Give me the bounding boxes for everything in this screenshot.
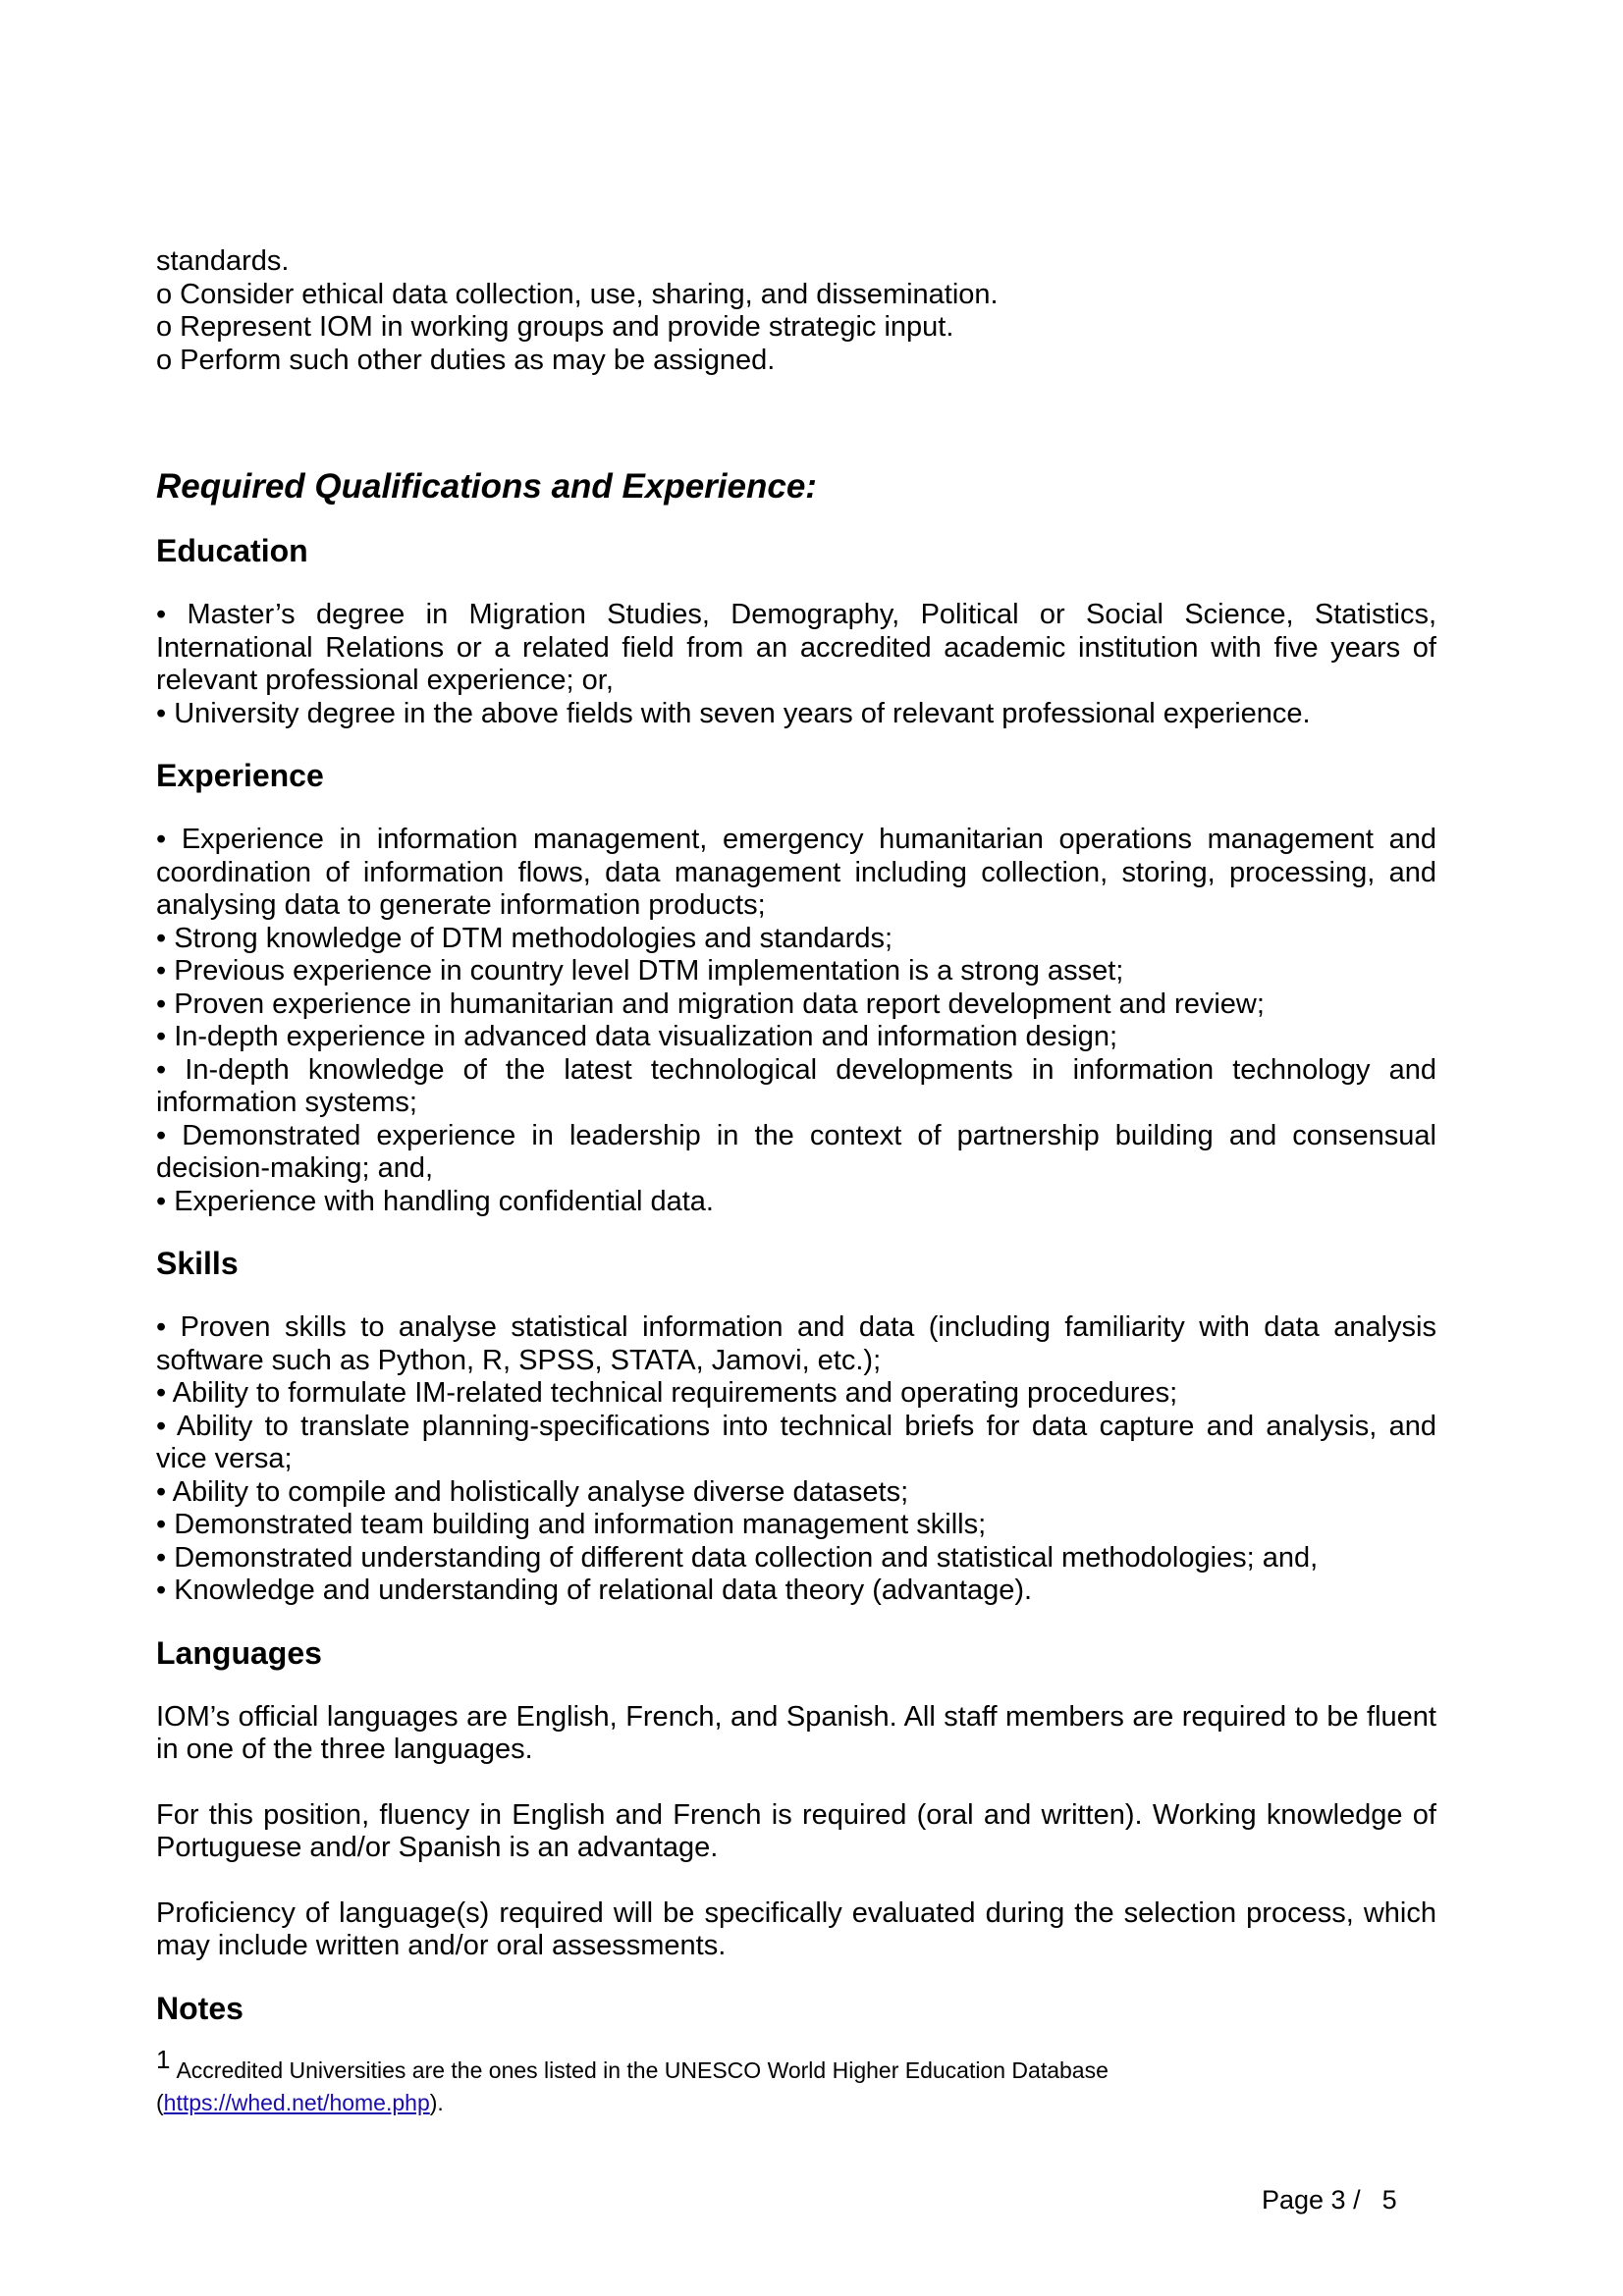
footnote — [156, 2044, 1436, 2119]
education-list — [156, 599, 1436, 730]
list-item: • Ability to compile and holistically analyse diverse datasets; — [156, 1475, 909, 1508]
document-page — [156, 245, 1436, 2119]
languages-text — [156, 1701, 1436, 1963]
experience-list — [156, 824, 1436, 1218]
list-item: • Proven experience in humanitarian and migration data report development and review; — [156, 988, 1265, 1020]
footnote-text: Accredited Universities are the ones listed in the UNESCO World Higher Education Database — [176, 2056, 1109, 2083]
duty-line: o Consider ethical data collection, use, sharing, and dissemination. — [156, 278, 999, 310]
list-item: • University degree in the above fields with seven years of relevant professional experience. — [156, 697, 1311, 729]
duty-line: o Represent IOM in working groups and provide strategic input. — [156, 311, 954, 343]
list-item: • Experience in information management, emergency humanitarian operations management and coordination of information flows, data management including collection, storing, processing, and analysing data to generate information products; — [156, 824, 1436, 921]
experience-heading: Experience — [156, 758, 324, 793]
page-number — [1262, 2185, 1397, 2216]
list-item: • In-depth experience in advanced data visualization and information design; — [156, 1021, 1118, 1052]
page-number-label: Page 3 / — [1262, 2185, 1361, 2215]
list-item: • Ability to formulate IM-related technical requirements and operating procedures; — [156, 1377, 1178, 1409]
list-item: • Proven skills to analyse statistical information and data (including familiarity with data analysis software such as Python, R, SPSS, STATA, Jamovi, etc.); — [156, 1311, 1436, 1376]
skills-heading: Skills — [156, 1246, 239, 1281]
list-item: • Knowledge and understanding of relational data theory (advantage). — [156, 1575, 1033, 1606]
education-heading: Education — [156, 533, 308, 568]
paragraph: IOM’s official languages are English, French, and Spanish. All staff members are required to be fluent in one of the three languages. — [156, 1700, 1436, 1765]
section-title: Required Qualifications and Experience: — [156, 467, 817, 506]
duty-line: o Perform such other duties as may be assigned. — [156, 344, 776, 376]
list-item: • In-depth knowledge of the latest technological developments in information technology and information systems; — [156, 1053, 1436, 1118]
link-close-paren: ). — [429, 2089, 444, 2115]
paragraph: For this position, fluency in English and French is required (oral and written). Working knowledge of Portuguese and/or Spanish is an advantage. — [156, 1798, 1436, 1863]
list-item: • Demonstrated team building and information management skills; — [156, 1509, 987, 1540]
notes-heading: Notes — [156, 1990, 243, 2026]
list-item: • Strong knowledge of DTM methodologies and standards; — [156, 922, 893, 954]
paragraph: Proficiency of language(s) required will be specifically evaluated during the selection process, which may include written and/or oral assessments. — [156, 1896, 1436, 1961]
skills-list — [156, 1311, 1436, 1608]
list-item: • Demonstrated experience in leadership in the context of partnership building and consensual decision-making; and, — [156, 1119, 1436, 1184]
whed-link[interactable]: https://whed.net/home.php — [163, 2089, 430, 2115]
list-item: • Master’s degree in Migration Studies, Demography, Political or Social Science, Statistics, International Relations or a related field from an accredited academic institution with five years of relevant professional experience; or, — [156, 599, 1436, 696]
duty-line: standards. — [156, 245, 290, 277]
list-item: • Previous experience in country level DTM implementation is a strong asset; — [156, 955, 1124, 987]
list-item: • Demonstrated understanding of different data collection and statistical methodologies; and, — [156, 1541, 1319, 1574]
footnote-marker: 1 — [156, 2044, 171, 2074]
duties-continued — [156, 245, 1436, 377]
languages-heading: Languages — [156, 1634, 322, 1671]
list-item: • Ability to translate planning-specifications into technical briefs for data capture and analysis, and vice versa; — [156, 1410, 1436, 1474]
page-number-total: 5 — [1381, 2185, 1397, 2215]
list-item: • Experience with handling confidential data. — [156, 1185, 714, 1217]
link-open-paren: ( — [156, 2089, 164, 2115]
